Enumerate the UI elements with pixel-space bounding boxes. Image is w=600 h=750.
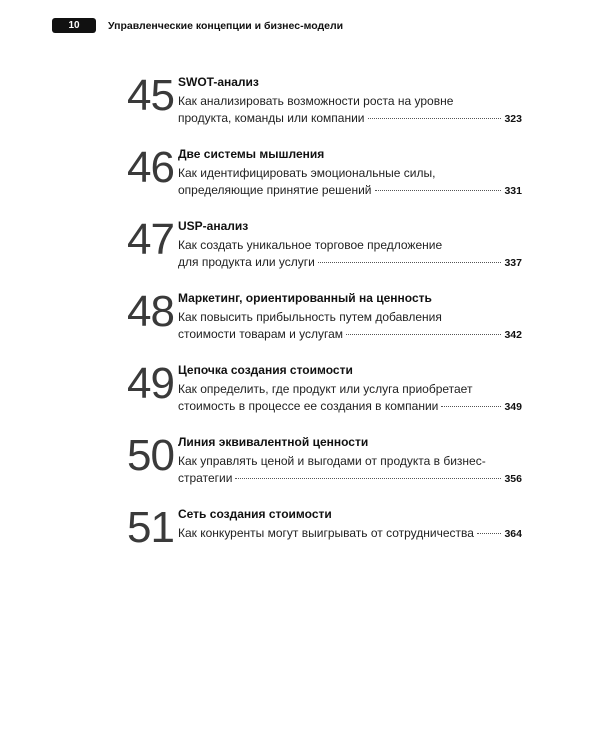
description-line: Как определить, где продукт или услуга приобретает: [178, 382, 473, 396]
description-line: Как создать уникальное торговое предложение: [178, 238, 443, 252]
toc-entry[interactable]: [0, 143, 600, 206]
chapter-description: [178, 93, 522, 128]
chapter-title: Две системы мышления: [178, 147, 325, 161]
description-line: Как идентифицировать эмоциональные силы,: [178, 166, 436, 180]
description-line: Как управлять ценой и выгодами от продукта в бизнес-: [178, 454, 486, 468]
chapter-number: 46: [127, 143, 174, 192]
chapter-title: USP-анализ: [178, 219, 249, 233]
dot-leader: [318, 262, 502, 263]
chapter-description: [178, 237, 522, 272]
description-line: Как анализировать возможности роста на уровне: [178, 94, 454, 108]
toc-entry[interactable]: [0, 431, 600, 494]
description-line: стоимости товарам и услугам: [178, 327, 344, 341]
chapter-number: 50: [127, 431, 174, 480]
page-number: 10: [52, 18, 96, 33]
description-line: Как повысить прибыльность путем добавления: [178, 310, 442, 324]
chapter-number: 48: [127, 287, 174, 336]
page-reference: 331: [504, 185, 522, 197]
chapter-number: 45: [127, 71, 174, 120]
page-reference: 323: [504, 113, 522, 125]
dot-leader: [368, 118, 502, 119]
chapter-number: 47: [127, 215, 174, 264]
dot-leader: [235, 478, 501, 479]
chapter-description: [178, 381, 522, 416]
page-reference: 349: [504, 401, 522, 413]
chapter-title: Маркетинг, ориентированный на ценность: [178, 291, 432, 305]
description-line: стратегии: [178, 471, 233, 485]
chapter-number: 49: [127, 359, 174, 408]
chapter-description: [178, 453, 522, 488]
description-line: продукта, команды или компании: [178, 111, 365, 125]
chapter-description: [178, 165, 522, 200]
toc-entry[interactable]: [0, 503, 600, 566]
description-line: стоимость в процессе ее создания в компании: [178, 399, 439, 413]
toc-entry[interactable]: [0, 71, 600, 134]
dot-leader: [477, 533, 502, 534]
description-line: определяющие принятие решений: [178, 183, 372, 197]
running-header: [52, 18, 343, 33]
chapter-title: Цепочка создания стоимости: [178, 363, 353, 377]
chapter-number: 51: [127, 503, 174, 552]
page-reference: 364: [504, 528, 522, 540]
description-line: для продукта или услуги: [178, 255, 315, 269]
toc-entry[interactable]: [0, 287, 600, 350]
chapter-title: Сеть создания стоимости: [178, 507, 332, 521]
dot-leader: [441, 406, 501, 407]
chapter-title: Линия эквивалентной ценности: [178, 435, 369, 449]
page-reference: 337: [504, 257, 522, 269]
page-reference: 342: [504, 329, 522, 341]
dot-leader: [375, 190, 502, 191]
chapter-title: SWOT-анализ: [178, 75, 259, 89]
running-title: Управленческие концепции и бизнес-модели: [108, 19, 344, 32]
page-reference: 356: [504, 473, 522, 485]
chapter-description: [178, 525, 522, 543]
description-line: Как конкуренты могут выигрывать от сотрудничества: [178, 526, 474, 540]
toc-entry[interactable]: [0, 359, 600, 422]
chapter-description: [178, 309, 522, 344]
toc-entry[interactable]: [0, 215, 600, 278]
dot-leader: [346, 334, 501, 335]
